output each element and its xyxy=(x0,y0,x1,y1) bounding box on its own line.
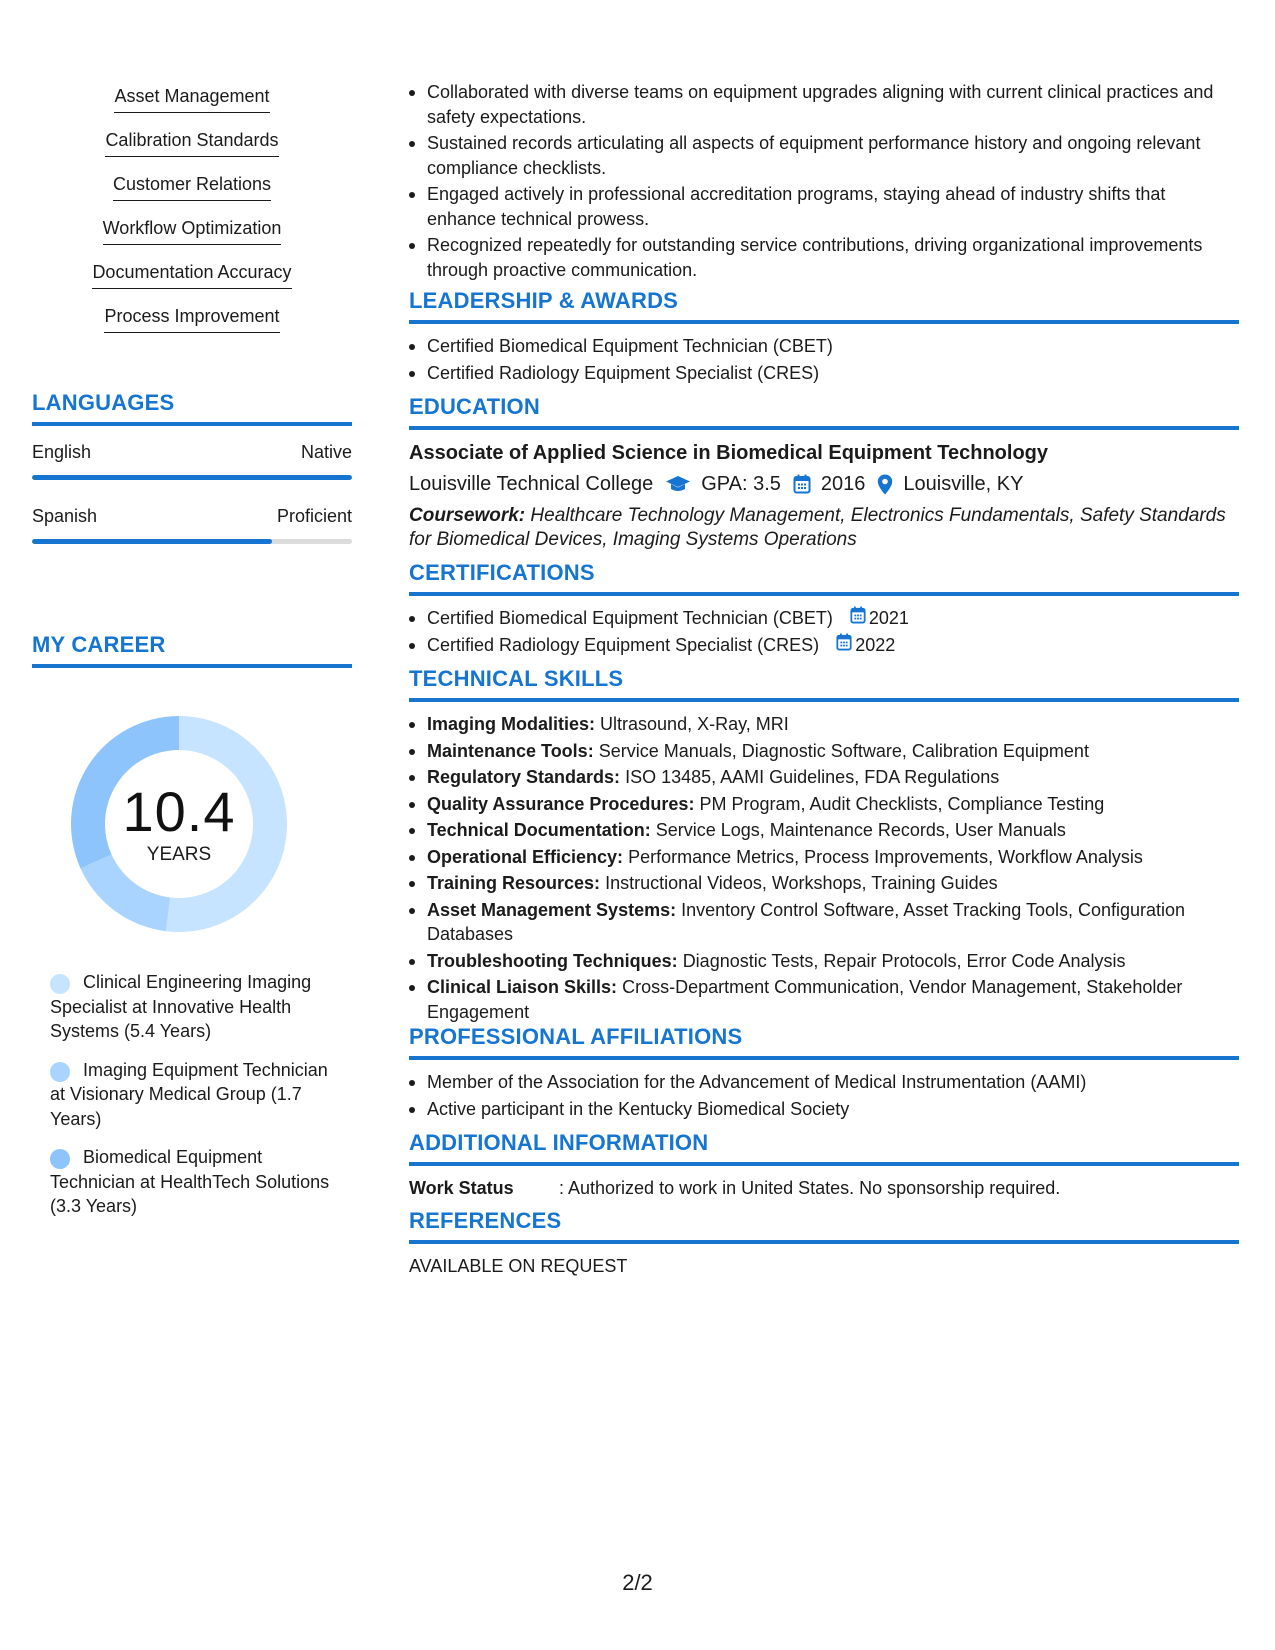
map-pin-icon xyxy=(877,474,893,495)
affiliations-section xyxy=(409,1024,1239,1123)
total-years-value: 10.4 xyxy=(122,780,236,843)
career-section xyxy=(32,632,352,1233)
affiliations-title: PROFESSIONAL AFFILIATIONS xyxy=(409,1024,1239,1060)
list-item xyxy=(409,975,1239,1024)
gpa: GPA: 3.5 xyxy=(701,473,781,495)
coursework-label: Coursework: xyxy=(409,505,526,526)
skill-value: Service Manuals, Diagnostic Software, Calibration Equipment xyxy=(598,740,1089,761)
certifications-section xyxy=(409,560,1239,659)
degree-name: Associate of Applied Science in Biomedical Equipment Technology xyxy=(409,442,1049,464)
skill-value: Ultrasound, X-Ray, MRI xyxy=(600,714,789,734)
list-item xyxy=(409,739,1239,764)
skill-label: Operational Efficiency: xyxy=(427,846,624,867)
skill-item: Asset Management xyxy=(114,84,269,113)
language-name: Spanish xyxy=(32,506,98,526)
work-status-label: Work Status xyxy=(409,1178,514,1198)
legend-label: Clinical Engineering Imaging Specialist at Innovative Health Systems (5.4 Years) xyxy=(50,972,312,1041)
language-bar-fill xyxy=(32,475,352,480)
skill-value: Cross-Department Communication, Vendor Management, Stakeholder Engagement xyxy=(427,977,1183,1022)
skill-value: Instructional Videos, Workshops, Training Guides xyxy=(605,873,998,893)
list-item xyxy=(409,633,1239,658)
education-title: EDUCATION xyxy=(409,394,1239,430)
list-item xyxy=(409,949,1239,974)
list-item xyxy=(409,765,1239,790)
career-legend xyxy=(32,970,332,1219)
languages-title: LANGUAGES xyxy=(32,390,352,426)
work-status-value: : Authorized to work in United States. No sponsorship required. xyxy=(559,1178,1061,1198)
school-location: Louisville, KY xyxy=(903,473,1024,495)
legend-dot xyxy=(50,1062,70,1082)
certification-name: Certified Radiology Equipment Specialist (CRES) xyxy=(427,634,820,655)
language-name: English xyxy=(32,442,92,462)
experience-bullets xyxy=(409,80,1239,284)
technical-skills-list xyxy=(409,712,1239,1024)
skill-label: Troubleshooting Techniques: xyxy=(427,950,678,971)
skill-item: Process Improvement xyxy=(104,304,279,333)
list-item xyxy=(409,898,1239,947)
list-item xyxy=(409,818,1239,843)
skill-label: Asset Management Systems: xyxy=(427,899,677,920)
education-details xyxy=(409,470,1239,498)
coursework-text: Healthcare Technology Management, Electronics Fundamentals, Safety Standards for Biomedical Devices, Imaging Systems Operations xyxy=(409,505,1226,550)
skill-value: Diagnostic Tests, Repair Protocols, Error Code Analysis xyxy=(682,950,1126,971)
technical-skills-title: TECHNICAL SKILLS xyxy=(409,666,1239,702)
list-item: Member of the Association for the Advancement of Medical Instrumentation (AAMI) xyxy=(409,1070,1239,1095)
leadership-section xyxy=(409,288,1239,387)
legend-item xyxy=(50,970,332,1044)
list-item: Collaborated with diverse teams on equipment upgrades aligning with current clinical practices and safety expectations. xyxy=(409,80,1239,129)
additional-info-title: ADDITIONAL INFORMATION xyxy=(409,1130,1239,1166)
skill-label: Quality Assurance Procedures: xyxy=(427,793,695,814)
coursework xyxy=(409,504,1239,552)
certification-name: Certified Biomedical Equipment Technician (CBET) xyxy=(427,608,833,628)
certification-year: 2021 xyxy=(868,608,909,628)
list-item: Engaged actively in professional accreditation programs, staying ahead of industry shifts that enhance technical prowess. xyxy=(409,182,1239,231)
certifications-title: CERTIFICATIONS xyxy=(409,560,1239,596)
language-bar xyxy=(32,475,352,480)
technical-skills-section xyxy=(409,666,1239,1026)
references-section xyxy=(409,1208,1239,1278)
skill-item: Documentation Accuracy xyxy=(92,260,291,289)
list-item: Active participant in the Kentucky Biomedical Society xyxy=(409,1097,1239,1122)
skill-item: Workflow Optimization xyxy=(103,216,282,245)
calendar-icon xyxy=(836,633,855,658)
skill-label: Technical Documentation: xyxy=(427,820,651,840)
leadership-title: LEADERSHIP & AWARDS xyxy=(409,288,1239,324)
skill-item: Customer Relations xyxy=(113,172,271,201)
list-item xyxy=(409,871,1239,896)
language-level: Proficient xyxy=(276,506,352,526)
graduation-year: 2016 xyxy=(820,473,866,495)
legend-item xyxy=(50,1145,332,1219)
certification-year: 2022 xyxy=(855,634,896,655)
references-text: AVAILABLE ON REQUEST xyxy=(409,1256,628,1276)
language-item xyxy=(32,506,352,544)
skill-label: Maintenance Tools: xyxy=(427,740,594,761)
graduation-cap-icon xyxy=(665,475,691,493)
language-bar-fill xyxy=(32,539,272,544)
list-item: Certified Radiology Equipment Specialist (CRES) xyxy=(409,361,1239,386)
list-item xyxy=(409,712,1239,737)
skill-label: Imaging Modalities: xyxy=(427,714,596,734)
list-item: Sustained records articulating all aspects of equipment performance history and ongoing relevant compliance checklists. xyxy=(409,131,1239,180)
skill-item: Calibration Standards xyxy=(105,128,278,157)
page-number: 2/2 xyxy=(622,1570,653,1595)
language-item xyxy=(32,442,352,480)
career-donut-chart xyxy=(67,712,291,936)
skill-label: Regulatory Standards: xyxy=(427,767,621,787)
languages-section xyxy=(32,390,352,544)
skill-label: Clinical Liaison Skills: xyxy=(427,977,618,997)
skill-value: Inventory Control Software, Asset Tracking Tools, Configuration Databases xyxy=(427,899,1186,944)
calendar-icon xyxy=(850,606,869,631)
list-item: Certified Biomedical Equipment Technician (CBET) xyxy=(409,334,1239,359)
skills-list xyxy=(32,84,352,348)
additional-info-section xyxy=(409,1130,1239,1200)
skill-value: Service Logs, Maintenance Records, User Manuals xyxy=(655,820,1066,840)
list-item xyxy=(409,606,1239,631)
list-item: Recognized repeatedly for outstanding service contributions, driving organizational improvements through proactive communication. xyxy=(409,233,1239,282)
legend-item xyxy=(50,1058,332,1132)
calendar-icon xyxy=(793,474,811,494)
skill-value: ISO 13485, AAMI Guidelines, FDA Regulations xyxy=(625,767,1000,787)
legend-label: Biomedical Equipment Technician at HealthTech Solutions (3.3 Years) xyxy=(50,1147,330,1216)
donut-center xyxy=(67,712,291,936)
skill-label: Training Resources: xyxy=(427,873,601,893)
language-bar xyxy=(32,539,352,544)
education-section xyxy=(409,394,1239,552)
skill-value: Performance Metrics, Process Improvements, Workflow Analysis xyxy=(628,846,1143,867)
school-name: Louisville Technical College xyxy=(409,473,654,495)
legend-dot xyxy=(50,974,70,994)
references-title: REFERENCES xyxy=(409,1208,1239,1244)
legend-dot xyxy=(50,1149,70,1169)
list-item xyxy=(409,792,1239,817)
list-item xyxy=(409,845,1239,870)
language-level: Native xyxy=(300,442,352,462)
total-years-unit: YEARS xyxy=(146,844,212,865)
skill-value: PM Program, Audit Checklists, Compliance Testing xyxy=(699,793,1105,814)
legend-label: Imaging Equipment Technician at Visionary Medical Group (1.7 Years) xyxy=(50,1059,328,1129)
career-title: MY CAREER xyxy=(32,632,352,668)
work-status-row xyxy=(409,1176,1239,1200)
